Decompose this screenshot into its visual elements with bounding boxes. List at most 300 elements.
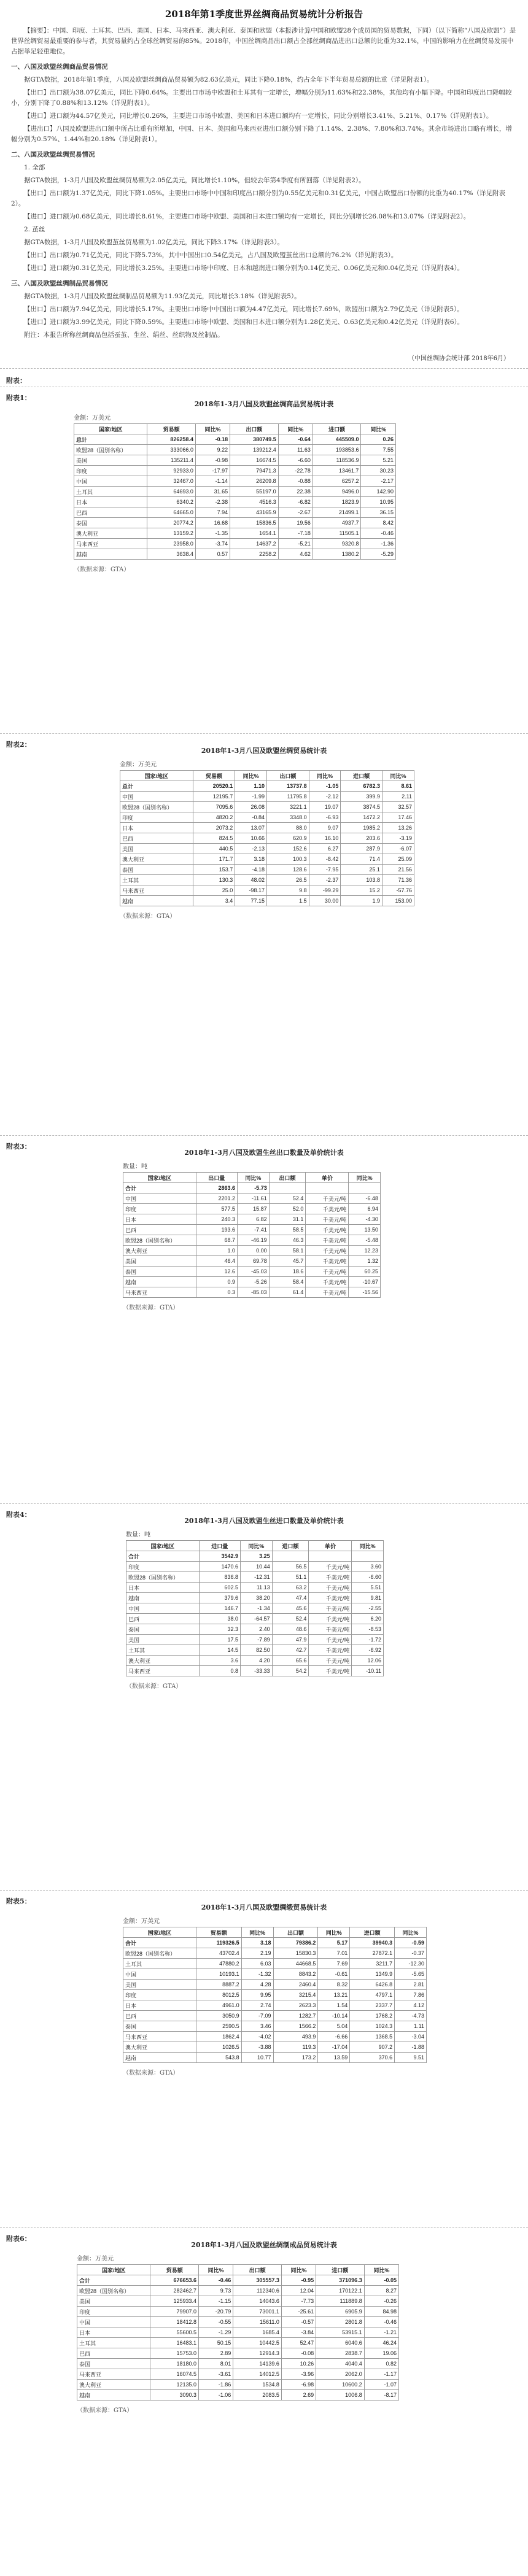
table-cell: -6.48 [349, 1194, 381, 1204]
table-title: 2018年1-3月八国及欧盟绸缎贸易统计表 [201, 1903, 327, 1911]
table-cell: -98.17 [235, 885, 267, 896]
paragraph: 据GTA数据，1-3月八国及欧盟丝绸贸易额为2.05亿美元，同比增长1.10%，但较去年第4季度有所回落（详见附表2）。 [24, 177, 365, 184]
table-cell: 31.1 [269, 1214, 306, 1225]
column-header: 进口额 [313, 424, 361, 434]
table-cell: 6426.8 [350, 1980, 395, 1990]
table-cell: 2.74 [241, 2000, 273, 2011]
table-cell: 2073.2 [193, 823, 235, 833]
divider [0, 1890, 528, 1891]
table-label: 附表1： [6, 394, 31, 402]
table-cell: 1349.9 [350, 1969, 395, 1980]
table-cell: 16.10 [309, 833, 341, 844]
divider [0, 2227, 528, 2228]
table-cell: 欧盟28（国别名称） [126, 1572, 200, 1583]
table-cell: 9.51 [395, 2053, 427, 2063]
table-cell: -2.37 [309, 875, 341, 885]
table-cell: 美国 [120, 844, 193, 854]
table-cell: -0.37 [395, 1948, 427, 1959]
table-cell: 2460.4 [273, 1980, 318, 1990]
table-cell: -2.55 [352, 1603, 384, 1614]
table-cell: 287.9 [341, 844, 382, 854]
table-cell: 11.63 [278, 445, 313, 455]
table-cell: -5.26 [238, 1277, 270, 1287]
table-cell: 3.4 [193, 896, 235, 906]
table-cell: 泰国 [120, 865, 193, 875]
table-cell: 日本 [77, 2327, 150, 2338]
table-cell: 3211.7 [350, 1959, 395, 1969]
table-cell: 12195.7 [193, 792, 235, 802]
table-cell: 128.6 [266, 865, 309, 875]
table-row [120, 854, 414, 865]
table-cell: 1472.2 [341, 812, 382, 823]
table-cell: 54.2 [272, 1666, 309, 1676]
table-cell: -6.60 [278, 455, 313, 466]
table-cell: 6340.2 [147, 497, 196, 507]
table-cell: 18412.8 [150, 2317, 199, 2327]
table-cell: 21499.1 [313, 507, 361, 518]
table-source: （数据来源：GTA） [123, 1305, 179, 1311]
table-row [126, 1603, 384, 1614]
table-cell: -1.29 [199, 2327, 233, 2338]
column-header: 贸易额 [147, 424, 196, 434]
table-cell: 152.6 [266, 844, 309, 854]
table-row [74, 487, 396, 497]
table-cell: 44668.5 [273, 1959, 318, 1969]
table-cell: -5.21 [278, 539, 313, 549]
table-cell: 泰国 [77, 2359, 150, 2369]
paragraph: 据GTA数据，1-3月八国及欧盟茧丝贸易额为1.02亿美元，同比下降3.17%（详见附表3）。 [24, 239, 284, 246]
column-header: 同比% [361, 424, 396, 434]
column-header: 同比% [349, 1173, 381, 1183]
column-header: 同比% [352, 1541, 384, 1551]
table-row [77, 2296, 399, 2307]
table-cell: 2062.0 [316, 2369, 365, 2380]
table-cell: 4.12 [395, 2000, 427, 2011]
table-row [123, 2053, 427, 2063]
table-cell: -0.98 [195, 455, 230, 466]
table-cell: 14637.2 [230, 539, 279, 549]
table-cell: 巴西 [120, 833, 193, 844]
table-cell: 1026.5 [196, 2042, 241, 2053]
table-cell: 合计 [77, 2275, 150, 2286]
table-row [77, 2327, 399, 2338]
table-cell: 0.8 [199, 1666, 241, 1676]
table-cell: 中国 [120, 792, 193, 802]
table-cell: 0.82 [364, 2359, 398, 2369]
column-header: 同比% [364, 2265, 398, 2275]
table-cell: 60.25 [349, 1267, 381, 1277]
table-cell: 8.27 [364, 2286, 398, 2296]
table-cell: -3.88 [241, 2042, 273, 2053]
table-cell: -0.18 [195, 434, 230, 445]
table-cell: 43165.9 [230, 507, 279, 518]
table-cell: 826258.4 [147, 434, 196, 445]
table-cell: 493.9 [273, 2032, 318, 2042]
table-cell: 美国 [123, 1256, 196, 1267]
table-cell [269, 1183, 306, 1194]
table-row [77, 2348, 399, 2359]
table-cell: 中国 [77, 2317, 150, 2327]
table-cell: -1.32 [241, 1969, 273, 1980]
table-cell: 52.47 [281, 2338, 316, 2348]
column-header: 国家/地区 [120, 771, 193, 781]
table-cell: 千美元/吨 [306, 1277, 349, 1287]
table-row [77, 2338, 399, 2348]
table-row [123, 1235, 381, 1246]
table-cell: 3638.4 [147, 549, 196, 560]
table-cell: -2.12 [309, 792, 341, 802]
table-header-row [123, 1927, 427, 1938]
table-cell: 2.89 [199, 2348, 233, 2359]
table-title: 2018年1-3月八国及欧盟生丝出口数量及单价统计表 [184, 1149, 344, 1157]
table-cell: 73001.1 [233, 2307, 282, 2317]
table-cell: 2337.7 [350, 2000, 395, 2011]
table-cell: 9.81 [352, 1593, 384, 1603]
table-row [120, 896, 414, 906]
table-cell: 3542.9 [199, 1551, 241, 1562]
divider [0, 368, 528, 369]
table-cell: 9.22 [195, 445, 230, 455]
table-cell: 36.15 [361, 507, 396, 518]
table-row [123, 1969, 427, 1980]
table-cell: 9320.8 [313, 539, 361, 549]
table-cell: 越南 [123, 1277, 196, 1287]
table-cell: 0.9 [196, 1277, 238, 1287]
table-cell [349, 1183, 381, 1194]
table-row [123, 1277, 381, 1287]
table-cell: 38.20 [241, 1593, 273, 1603]
table-cell: 3.25 [241, 1551, 273, 1562]
table-cell: 中国 [126, 1603, 200, 1614]
table-cell: 5.04 [318, 2021, 350, 2032]
table-cell: 4.62 [278, 549, 313, 560]
table-cell: 193.6 [196, 1225, 238, 1235]
table-cell: 193853.6 [313, 445, 361, 455]
table-cell [352, 1551, 384, 1562]
table-cell: 12.23 [349, 1246, 381, 1256]
table-cell: 68.7 [196, 1235, 238, 1246]
table-cell: -46.19 [238, 1235, 270, 1246]
table-cell: -1.06 [199, 2390, 233, 2401]
table-cell: 18.6 [269, 1267, 306, 1277]
table-cell: 15836.5 [230, 518, 279, 528]
table-cell: 1.0 [196, 1246, 238, 1256]
column-header: 单价 [309, 1541, 352, 1551]
table-cell: 46.3 [269, 1235, 306, 1246]
table-cell: -0.08 [281, 2348, 316, 2359]
table-cell: -99.29 [309, 885, 341, 896]
table-cell: -45.03 [238, 1267, 270, 1277]
table-cell: 32.57 [382, 802, 414, 812]
table-row [74, 445, 396, 455]
table-unit: 金额：万美元 [123, 1918, 160, 1925]
table-row [74, 466, 396, 476]
table-cell: 153.7 [193, 865, 235, 875]
table-cell: 欧盟28（国别名称） [74, 445, 147, 455]
table-row [74, 497, 396, 507]
table-cell: 82.50 [241, 1645, 273, 1656]
table-cell: 1985.2 [341, 823, 382, 833]
table-cell: 千美元/吨 [306, 1267, 349, 1277]
table-cell: 马来西亚 [77, 2369, 150, 2380]
table-cell: 58.4 [269, 1277, 306, 1287]
table-cell: 1768.2 [350, 2011, 395, 2021]
table-cell: 64693.0 [147, 487, 196, 497]
table-cell: 56.5 [272, 1562, 309, 1572]
table-cell: 118536.9 [313, 455, 361, 466]
table-cell: 10.26 [281, 2359, 316, 2369]
table-cell: 11505.1 [313, 528, 361, 539]
table-cell: 173.2 [273, 2053, 318, 2063]
table-source: （数据来源：GTA） [74, 566, 130, 573]
table-cell: -1.14 [195, 476, 230, 487]
table-cell: 越南 [123, 2053, 196, 2063]
table-cell: 4961.0 [196, 2000, 241, 2011]
table-row [123, 2021, 427, 2032]
table-cell: -2.67 [278, 507, 313, 518]
table-cell: 119.3 [273, 2042, 318, 2053]
table-cell: 371096.3 [316, 2275, 365, 2286]
column-header: 单价 [306, 1173, 349, 1183]
column-header: 出口额 [233, 2265, 282, 2275]
table-cell: 千美元/吨 [306, 1256, 349, 1267]
table-cell: -3.74 [195, 539, 230, 549]
table-row [126, 1583, 384, 1593]
table-cell: 2.69 [281, 2390, 316, 2401]
table-cell: 100.3 [266, 854, 309, 865]
table-cell: 土耳其 [123, 1959, 196, 1969]
table-cell: 2801.8 [316, 2317, 365, 2327]
table-cell: 6257.2 [313, 476, 361, 487]
column-header: 出口量 [196, 1173, 238, 1183]
table-cell: 7095.6 [193, 802, 235, 812]
table-cell: 13159.2 [147, 528, 196, 539]
table-cell: -8.17 [364, 2390, 398, 2401]
table-cell: 4937.7 [313, 518, 361, 528]
table-cell: 18180.0 [150, 2359, 199, 2369]
table-cell: 1823.9 [313, 497, 361, 507]
table-cell: 26.08 [235, 802, 267, 812]
table-cell: 440.5 [193, 844, 235, 854]
section-heading: 三、八国及欧盟丝绸制品贸易情况 [11, 280, 108, 287]
table-row [126, 1624, 384, 1635]
table-cell: 3050.9 [196, 2011, 241, 2021]
table-cell: -1.99 [235, 792, 267, 802]
table-cell: 美国 [77, 2296, 150, 2307]
table-cell: 119326.5 [196, 1938, 241, 1948]
table-cell: -17.04 [318, 2042, 350, 2053]
table-cell: 836.8 [199, 1572, 241, 1583]
table-cell: 19.07 [309, 802, 341, 812]
table-row [123, 1246, 381, 1256]
table-cell: 15753.0 [150, 2348, 199, 2359]
table-row [123, 2042, 427, 2053]
table-cell: 千美元/吨 [309, 1603, 352, 1614]
column-header: 国家/地区 [126, 1541, 200, 1551]
paragraph: 【出口】出口额为38.07亿美元，同比下降0.64%。主要出口市场中欧盟和土耳其有一定增长，增幅分别为11.63%和22.38%，其他均有小幅下降。中国和印度出口降幅较小，分别下降了0.88%和13.12%（详见附表1）。 [11, 89, 512, 107]
table-cell: 13461.7 [313, 466, 361, 476]
table-cell: 45.6 [272, 1603, 309, 1614]
table-cell: 125933.4 [150, 2296, 199, 2307]
table-cell: 21.56 [382, 865, 414, 875]
table-cell: -7.89 [241, 1635, 273, 1645]
table-row [126, 1656, 384, 1666]
table-label: 附表2： [6, 741, 31, 749]
table-cell: 1.32 [349, 1256, 381, 1267]
table-cell: 22.38 [278, 487, 313, 497]
table-row [77, 2307, 399, 2317]
table-cell: 79386.2 [273, 1938, 318, 1948]
table-cell: 千美元/吨 [306, 1204, 349, 1214]
data-table [120, 770, 414, 906]
table-cell: -0.88 [278, 476, 313, 487]
table-cell: 10442.5 [233, 2338, 282, 2348]
table-cell: -0.46 [199, 2275, 233, 2286]
table-cell [309, 1551, 352, 1562]
table-cell: 0.00 [238, 1246, 270, 1256]
table-cell: -2.38 [195, 497, 230, 507]
table-cell: 马来西亚 [126, 1666, 200, 1676]
table-row [120, 792, 414, 802]
table-cell: 112340.6 [233, 2286, 282, 2296]
table-row [123, 1959, 427, 1969]
paragraph: 【进口】进口额为44.57亿美元，同比增长0.26%，主要进口市场中欧盟、美国和日本进口额均有一定增长，同比分别增长3.41%、5.21%、0.17%（详见附表1）。 [24, 112, 493, 120]
table-cell: -6.82 [278, 497, 313, 507]
table-cell: 2083.5 [233, 2390, 282, 2401]
data-table [74, 423, 396, 560]
table-cell: 17.5 [199, 1635, 241, 1645]
table-cell: -0.46 [364, 2317, 398, 2327]
table-cell: 7.94 [195, 507, 230, 518]
column-header: 国家/地区 [123, 1927, 196, 1938]
table-cell: 3.46 [241, 2021, 273, 2032]
column-header: 同比% [195, 424, 230, 434]
table-cell: 合计 [126, 1551, 200, 1562]
table-cell: 0.3 [196, 1287, 238, 1298]
table-cell: 9496.0 [313, 487, 361, 497]
table-cell: 泰国 [123, 2021, 196, 2032]
table-cell: 中国 [74, 476, 147, 487]
table-cell: 3.18 [235, 854, 267, 865]
table-cell: 美国 [74, 455, 147, 466]
column-header: 国家/地区 [77, 2265, 150, 2275]
table-cell: -4.73 [395, 2011, 427, 2021]
table-cell: 17.46 [382, 812, 414, 823]
column-header: 出口额 [230, 424, 279, 434]
section-heading: 一、八国及欧盟丝绸商品贸易情况 [11, 63, 108, 71]
table-row [123, 1267, 381, 1277]
table-row [123, 1225, 381, 1235]
table-row [77, 2317, 399, 2327]
table-row [120, 781, 414, 792]
table-cell: 71.36 [382, 875, 414, 885]
table-cell: -0.57 [281, 2317, 316, 2327]
table-cell: -1.17 [364, 2369, 398, 2380]
table-header-row [74, 424, 396, 434]
table-cell: 印度 [74, 466, 147, 476]
column-header: 同比% [382, 771, 414, 781]
table-row [74, 476, 396, 487]
table-cell: 53915.1 [316, 2327, 365, 2338]
table-row [74, 539, 396, 549]
table-cell: 77.15 [235, 896, 267, 906]
table-cell: 马来西亚 [123, 1287, 196, 1298]
table-cell: 282462.7 [150, 2286, 199, 2296]
table-cell: 32467.0 [147, 476, 196, 487]
table-cell: 130.3 [193, 875, 235, 885]
table-cell: 907.2 [350, 2042, 395, 2053]
table-cell: 3.60 [352, 1562, 384, 1572]
table-cell: 12.04 [281, 2286, 316, 2296]
table-cell: 马来西亚 [123, 2032, 196, 2042]
table-cell: -17.97 [195, 466, 230, 476]
table-cell: 5.21 [361, 455, 396, 466]
table-row [126, 1562, 384, 1572]
table-cell: 1368.5 [350, 2032, 395, 2042]
table-cell: -1.36 [361, 539, 396, 549]
table-cell: 305557.3 [233, 2275, 282, 2286]
table-cell: 千美元/吨 [309, 1666, 352, 1676]
table-cell: 38.0 [199, 1614, 241, 1624]
table-cell: 10.77 [241, 2053, 273, 2063]
table-label: 附表3： [6, 1143, 31, 1151]
table-cell: 中国 [123, 1969, 196, 1980]
table-cell: -6.92 [352, 1645, 384, 1656]
column-header: 贸易额 [196, 1927, 241, 1938]
paragraph: 【进口】进口额为0.31亿美元，同比增长3.25%。主要进口市场中印度、日本和越南进口额分别为0.14亿美元、0.06亿美元和0.04亿美元（详见附表4）。 [24, 264, 464, 272]
table-cell: 千美元/吨 [306, 1225, 349, 1235]
table-cell: 3348.0 [266, 812, 309, 823]
table-cell: 马来西亚 [74, 539, 147, 549]
table-cell: 4797.1 [350, 1990, 395, 2000]
table-cell: -10.14 [318, 2011, 350, 2021]
table-row [123, 1256, 381, 1267]
table-cell: 总计 [120, 781, 193, 792]
table-cell: 8887.2 [196, 1980, 241, 1990]
table-cell: 65.6 [272, 1656, 309, 1666]
table-cell: -0.84 [235, 812, 267, 823]
table-cell: 333066.0 [147, 445, 196, 455]
table-cell: 43702.4 [196, 1948, 241, 1959]
table-cell: 14012.5 [233, 2369, 282, 2380]
table-cell: 79907.0 [150, 2307, 199, 2317]
table-unit: 金额：万美元 [74, 415, 111, 422]
table-cell: -6.98 [281, 2380, 316, 2390]
table-cell: 千美元/吨 [309, 1635, 352, 1645]
table-cell: -15.56 [349, 1287, 381, 1298]
table-cell: -8.53 [352, 1624, 384, 1635]
table-cell: 240.3 [196, 1214, 238, 1225]
table-row [74, 518, 396, 528]
table-cell: 42.7 [272, 1645, 309, 1656]
table-source: （数据来源：GTA） [123, 2070, 179, 2077]
column-header: 同比% [278, 424, 313, 434]
table-row [123, 2011, 427, 2021]
table-cell: -22.78 [278, 466, 313, 476]
table-cell: -8.42 [309, 854, 341, 865]
table-cell: 16674.5 [230, 455, 279, 466]
table-cell: 9.07 [309, 823, 341, 833]
table-header-row [126, 1541, 384, 1551]
table-cell: 澳大利亚 [123, 1246, 196, 1256]
table-cell: 泰国 [126, 1624, 200, 1635]
table-cell: 欧盟28（国别名称） [120, 802, 193, 812]
column-header: 贸易额 [193, 771, 235, 781]
column-header: 国家/地区 [74, 424, 147, 434]
table-source: （数据来源：GTA） [77, 2407, 133, 2414]
table-cell: 399.9 [341, 792, 382, 802]
table-cell: 1.11 [395, 2021, 427, 2032]
